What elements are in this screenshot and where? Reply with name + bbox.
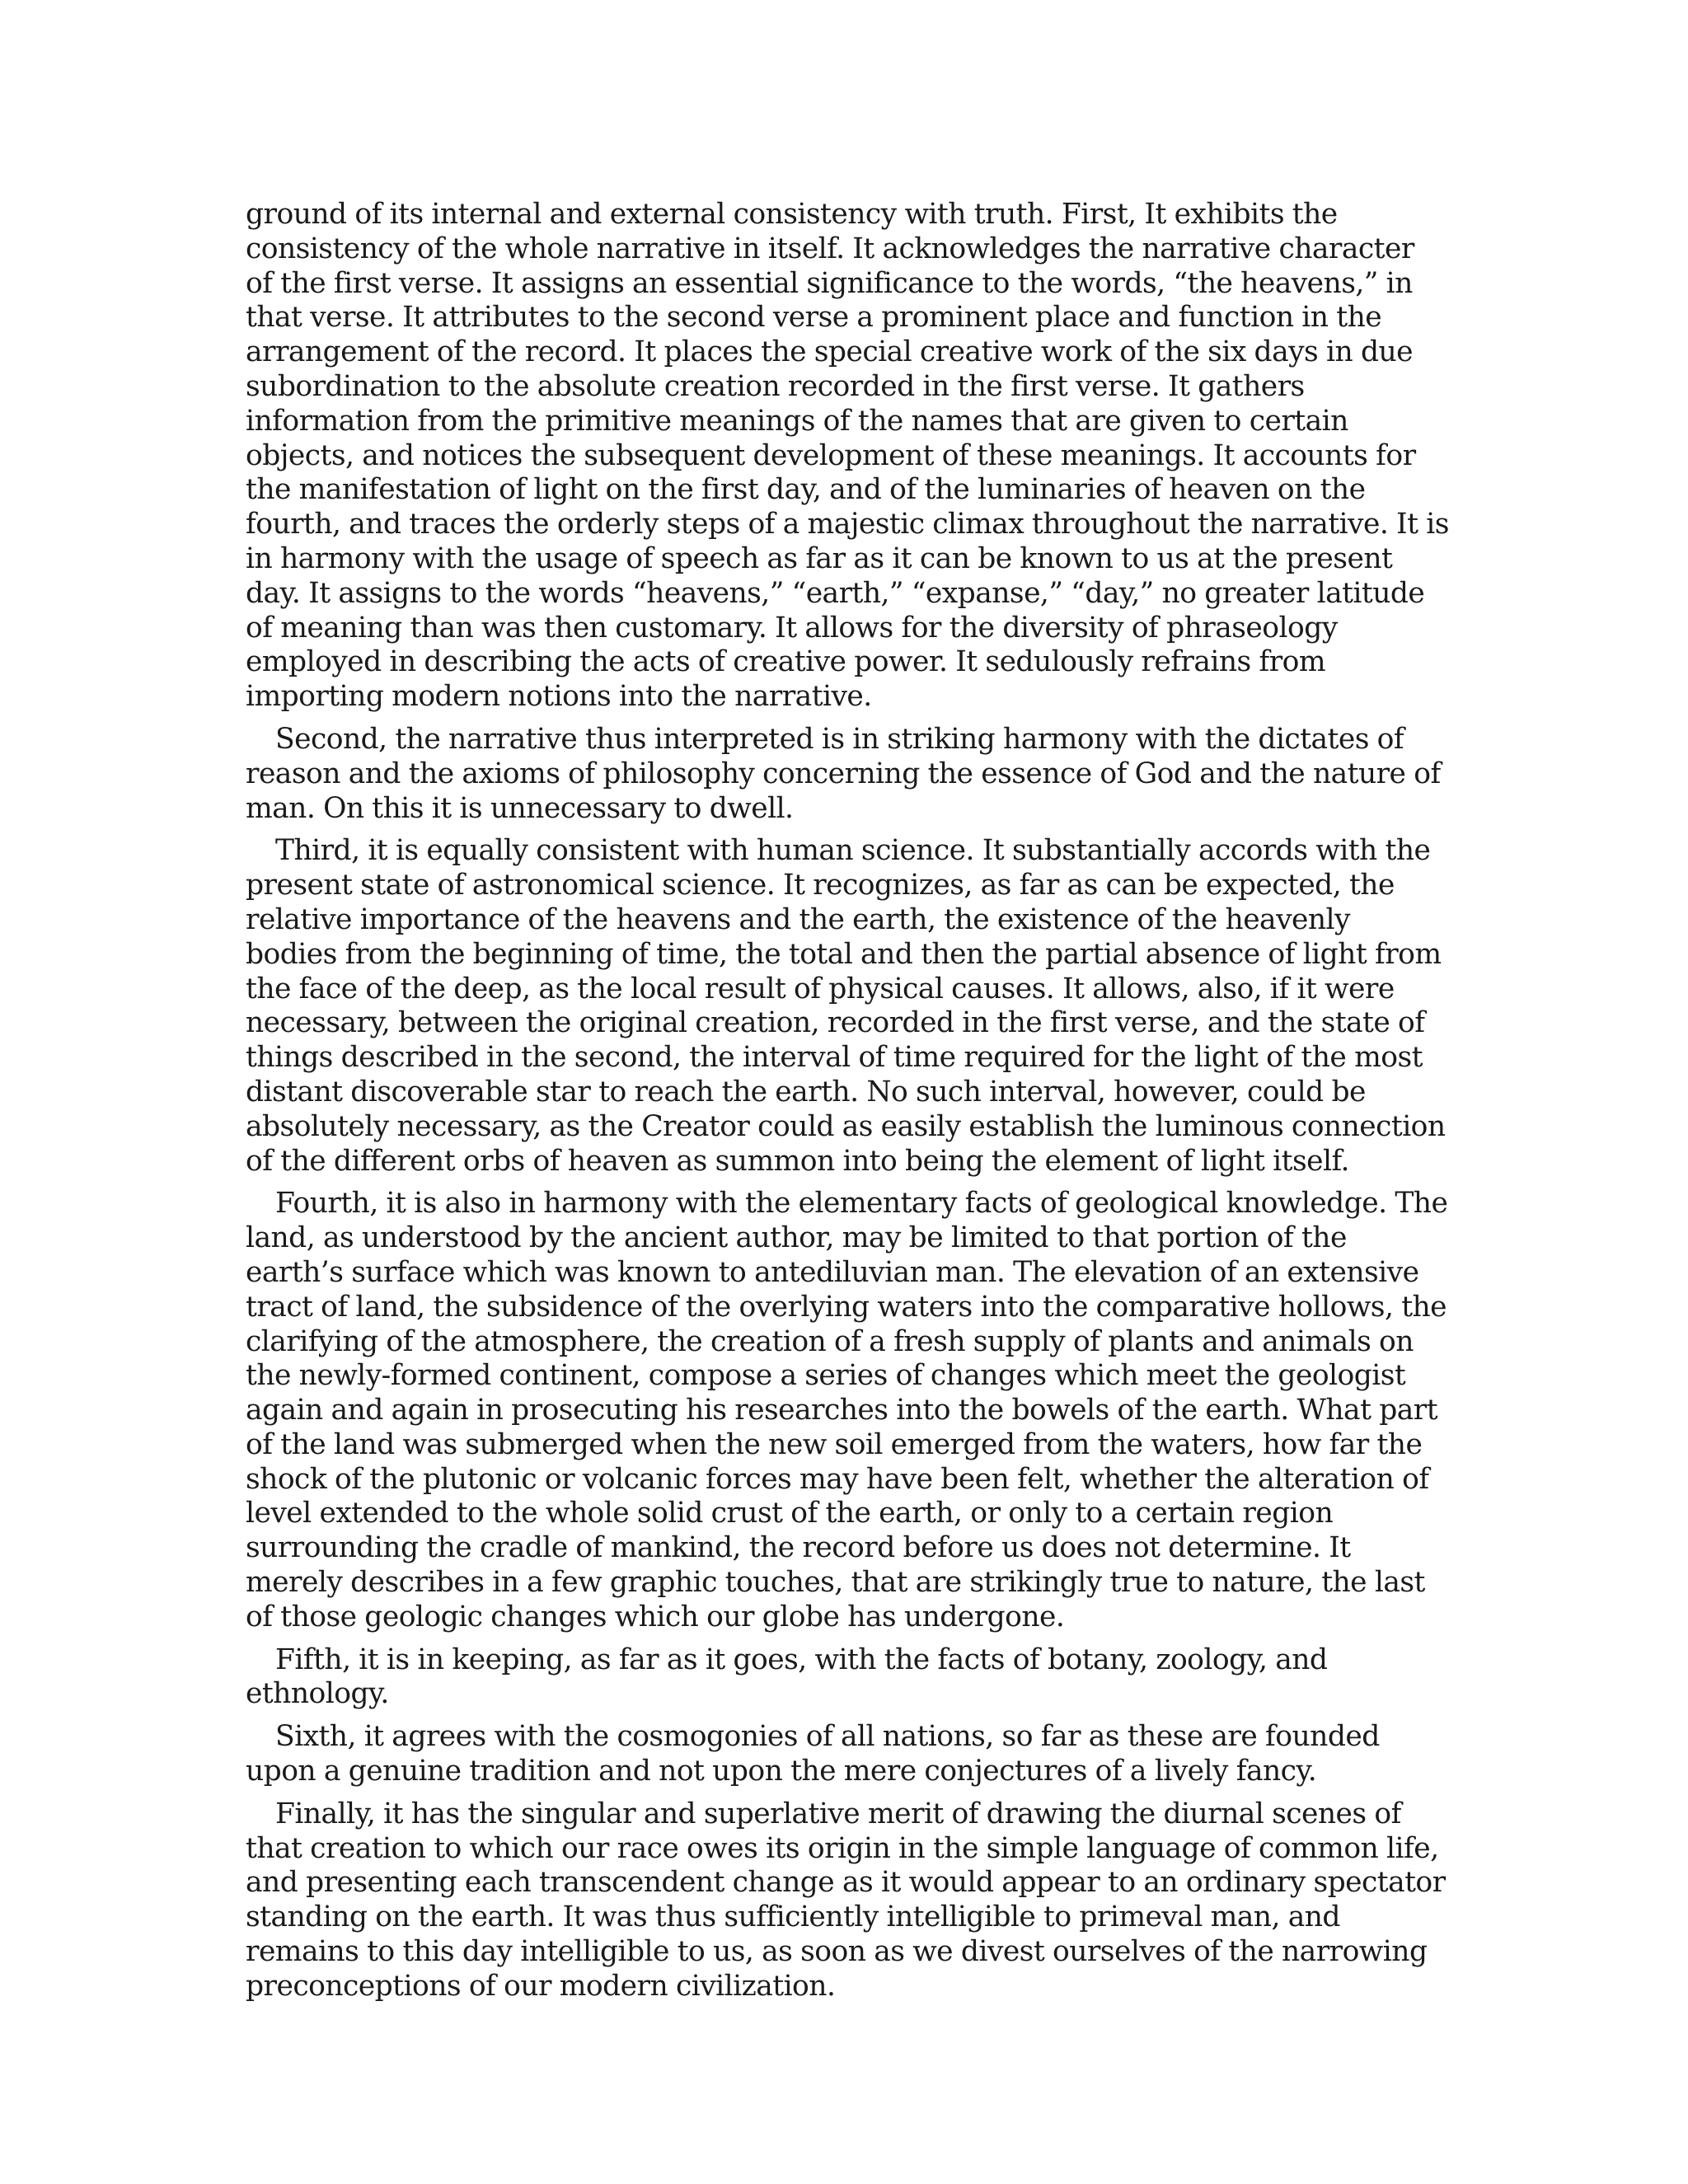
- paragraph-fifth: Fifth, it is in keeping, as far as it goes, with the facts of botany, zoology, and ethnology.: [246, 1643, 1328, 1711]
- paragraph-fourth: Fourth, it is also in harmony with the elementary facts of geological knowledge. The land, as understood by the ancient author, may be limited to that portion of the earth’s surface which was known to antediluvian man. The elevation of an extensive tract of land, the subsidence of the overlying waters into the comparative hollows, the clarifying of the atmosphere, the creation of a fresh supply of plants and animals on the newly-formed continent, compose a series of changes which meet the geologist again and again in prosecuting his researches into the bowels of the earth. What part of the land was submerged when the new soil emerged from the waters, how far the shock of the plutonic or volcanic forces may have been felt, whether the alteration of level extended to the whole solid crust of the earth, or only to a certain region surrounding the cradle of mankind, the record before us does not determine. It merely describes in a few graphic touches, that are strikingly true to nature, the last of those geologic changes which our globe has undergone.: [246, 1187, 1448, 1633]
- paragraph-second: Second, the narrative thus interpreted is in striking harmony with the dictates of reason and the axioms of philosophy concerning the essence of God and the nature of man. On this it is unnecessary to dwell.: [246, 722, 1441, 825]
- document-page: [246, 198, 1449, 2013]
- paragraph-finally: Finally, it has the singular and superlative merit of drawing the diurnal scenes of that creation to which our race owes its origin in the simple language of common life, and presenting each transcendent change as it would appear to an ordinary spectator standing on the earth. It was thus sufficiently intelligible to primeval man, and remains to this day intelligible to us, as soon as we divest ourselves of the narrowing preconceptions of our modern civilization.: [246, 1797, 1446, 2003]
- paragraph-sixth: Sixth, it agrees with the cosmogonies of all nations, so far as these are founded upon a genuine tradition and not upon the mere conjectures of a lively fancy.: [246, 1720, 1380, 1788]
- paragraph-third: Third, it is equally consistent with human science. It substantially accords with the present state of astronomical science. It recognizes, as far as can be expected, the relative importance of the heavens and the earth, the existence of the heavenly bodies from the beginning of time, the total and then the partial absence of light from the face of the deep, as the local result of physical causes. It allows, also, if it were necessary, between the original creation, recorded in the first verse, and the state of things described in the second, the interval of time required for the light of the most distant discoverable star to reach the earth. No such interval, however, could be absolutely necessary, as the Creator could as easily establish the luminous connection of the different orbs of heaven as summon into being the element of light itself.: [246, 834, 1446, 1178]
- paragraph-continuation: ground of its internal and external consistency with truth. First, It exhibits the consistency of the whole narrative in itself. It acknowledges the narrative character of the first verse. It assigns an essential significance to the words, “the heavens,” in that verse. It attributes to the second verse a prominent place and function in the arrangement of the record. It places the special creative work of the six days in due subordination to the absolute creation recorded in the first verse. It gathers information from the primitive meanings of the names that are given to certain objects, and notices the subsequent development of these meanings. It accounts for the manifestation of light on the first day, and of the luminaries of heaven on the fourth, and traces the orderly steps of a majestic climax throughout the narrative. It is in harmony with the usage of speech as far as it can be known to us at the present day. It assigns to the words “heavens,” “earth,” “expanse,” “day,” no greater latitude of meaning than was then customary. It allows for the diversity of phraseology employed in describing the acts of creative power. It sedulously refrains from importing modern notions into the narrative.: [246, 198, 1449, 714]
